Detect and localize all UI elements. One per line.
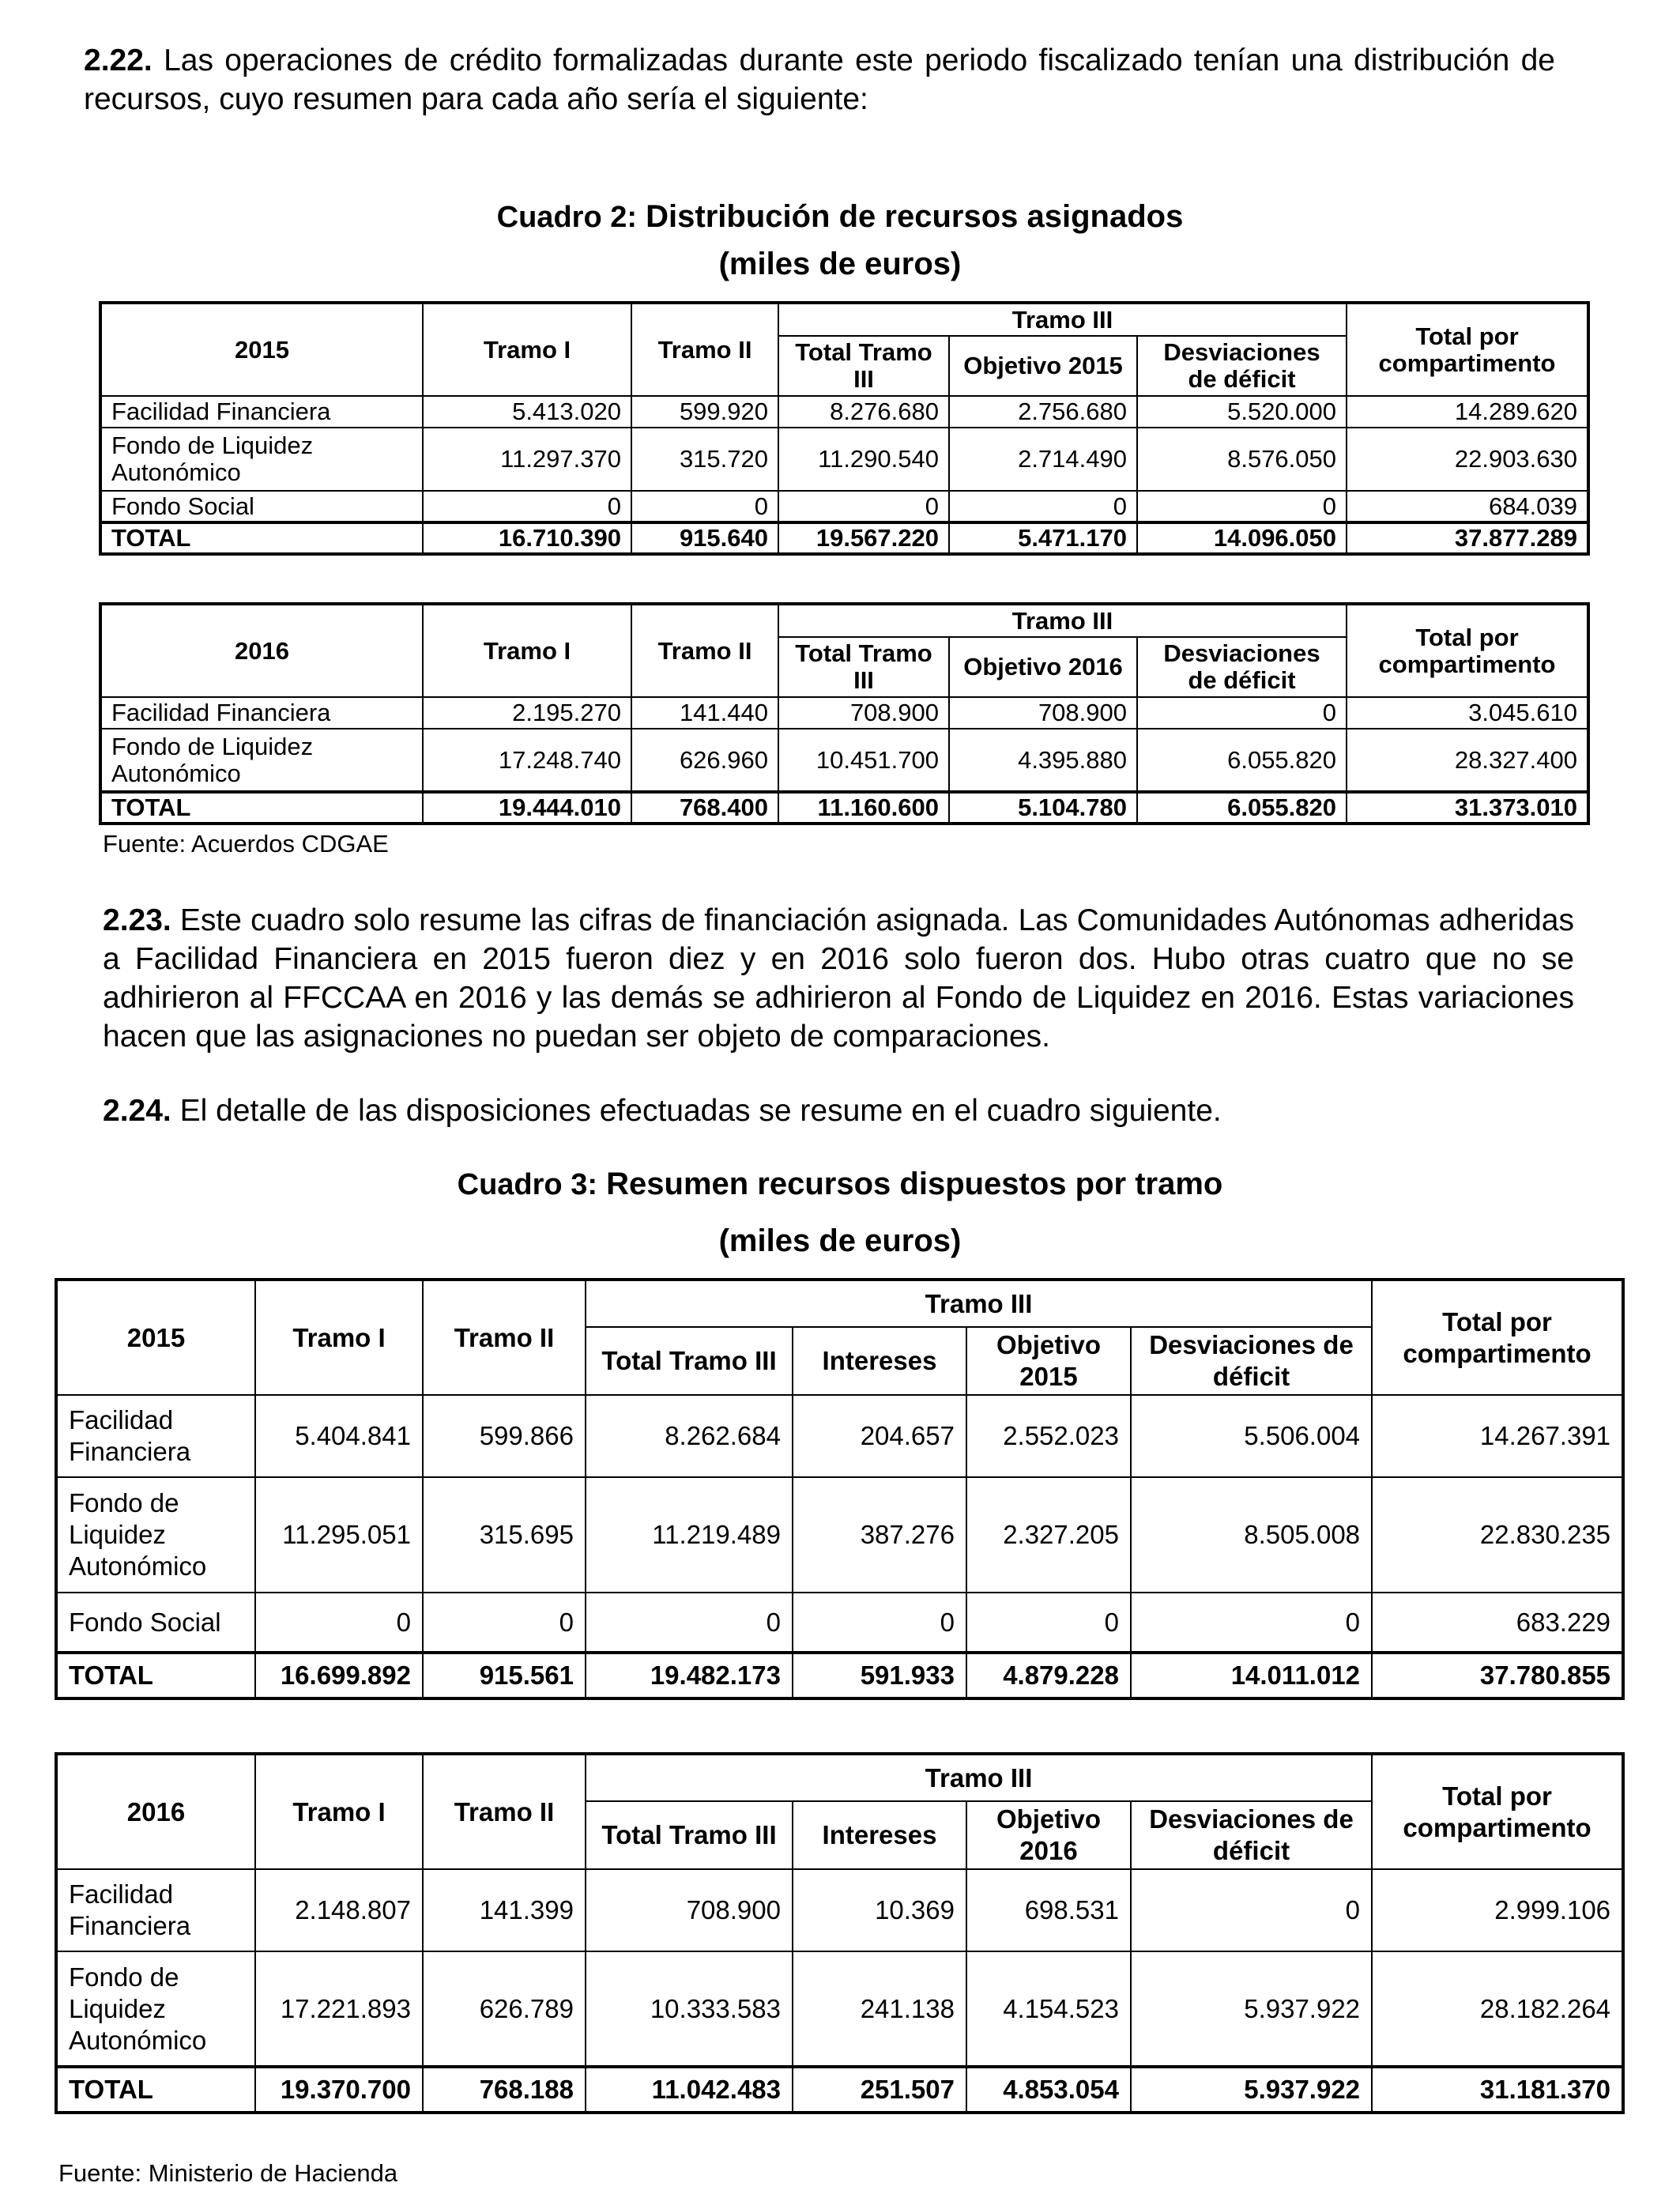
header-tramo-1: Tramo I <box>255 1280 423 1395</box>
cell-value: 16.710.390 <box>423 522 631 554</box>
cell-value: 14.289.620 <box>1347 396 1588 428</box>
cell-value: 2.195.270 <box>423 697 631 729</box>
cell-value: 11.297.370 <box>423 428 631 491</box>
table-row <box>56 1395 1623 1477</box>
cell-value: 708.900 <box>586 1869 793 1951</box>
cell-value: 0 <box>255 1593 423 1653</box>
cell-value: 708.900 <box>949 697 1137 729</box>
cell-value: 915.561 <box>423 1653 586 1698</box>
cell-value: 5.404.841 <box>255 1395 423 1477</box>
cell-value: 5.937.922 <box>1131 2067 1372 2113</box>
row-label: Fondo de Liquidez Autonómico <box>56 1477 255 1593</box>
cell-value: 0 <box>423 1593 586 1653</box>
cell-value: 28.327.400 <box>1347 729 1588 792</box>
table-total-row <box>56 2067 1623 2113</box>
cell-value: 684.039 <box>1347 491 1588 522</box>
row-label: Fondo de Liquidez Autonómico <box>56 1951 255 2067</box>
cell-value: 8.505.008 <box>1131 1477 1372 1593</box>
cell-value: 14.011.012 <box>1131 1653 1372 1698</box>
cell-value: 4.853.054 <box>966 2067 1131 2113</box>
table-row <box>100 428 1588 491</box>
table-row <box>56 1593 1623 1653</box>
cell-value: 708.900 <box>778 697 949 729</box>
cell-value: 11.160.600 <box>778 792 949 824</box>
header-year: 2015 <box>56 1280 255 1395</box>
cuadro-title-text: Distribución de recursos asignados <box>646 199 1184 234</box>
cell-value: 0 <box>631 491 778 522</box>
row-label: Fondo Social <box>100 491 423 522</box>
header-tramo-3: Tramo III <box>778 303 1347 336</box>
cell-value: 5.506.004 <box>1131 1395 1372 1477</box>
cell-value: 8.262.684 <box>586 1395 793 1477</box>
cell-value: 11.219.489 <box>586 1477 793 1593</box>
cell-value: 683.229 <box>1372 1593 1623 1653</box>
header-total-tramo-3: Total Tramo III <box>778 336 949 396</box>
cell-value: 251.507 <box>793 2067 966 2113</box>
cell-value: 141.399 <box>423 1869 586 1951</box>
row-label: Facilidad Financiera <box>100 697 423 729</box>
cuadro-3-title <box>0 1160 1680 1208</box>
header-total-compartimento: Total por compartimento <box>1347 604 1588 697</box>
header-desviaciones: Desviaciones de déficit <box>1137 637 1347 697</box>
cell-value: 17.248.740 <box>423 729 631 792</box>
paragraph-2-22 <box>84 41 1555 119</box>
cell-value: 17.221.893 <box>255 1951 423 2067</box>
cuadro-2-units: (miles de euros) <box>718 247 962 281</box>
cell-value: 19.482.173 <box>586 1653 793 1698</box>
header-tramo-2: Tramo II <box>631 604 778 697</box>
cell-value: 5.413.020 <box>423 396 631 428</box>
cell-value: 8.276.680 <box>778 396 949 428</box>
header-tramo-1: Tramo I <box>255 1754 423 1869</box>
header-total-compartimento: Total por compartimento <box>1372 1754 1623 1869</box>
header-tramo-1: Tramo I <box>423 303 631 396</box>
cell-value: 599.866 <box>423 1395 586 1477</box>
row-label: Fondo Social <box>56 1593 255 1653</box>
header-total-compartimento: Total por compartimento <box>1347 303 1588 396</box>
cell-value: 11.290.540 <box>778 428 949 491</box>
cell-value: 0 <box>1137 697 1347 729</box>
header-intereses: Intereses <box>793 1801 966 1869</box>
cell-value: 37.780.855 <box>1372 1653 1623 1698</box>
table-row <box>100 396 1588 428</box>
paragraph-2-23 <box>103 901 1574 1056</box>
row-label: Fondo de Liquidez Autonómico <box>100 729 423 792</box>
cell-value: 5.104.780 <box>949 792 1137 824</box>
cuadro-3-table-2015 <box>55 1278 1625 1700</box>
paragraph-number: 2.24. <box>103 1094 171 1128</box>
cell-value: 14.096.050 <box>1137 522 1347 554</box>
header-year: 2015 <box>100 303 423 396</box>
header-total-tramo-3: Total Tramo III <box>778 637 949 697</box>
paragraph-number: 2.22. <box>84 43 153 77</box>
cell-value: 2.552.023 <box>966 1395 1131 1477</box>
cell-value: 19.567.220 <box>778 522 949 554</box>
cuadro-title-text: Resumen recursos dispuestos por tramo <box>606 1167 1223 1201</box>
cell-value: 626.960 <box>631 729 778 792</box>
cell-value: 22.830.235 <box>1372 1477 1623 1593</box>
cell-value: 16.699.892 <box>255 1653 423 1698</box>
paragraph-text: Las operaciones de crédito formalizadas durante este periodo fiscalizado tenían una distribución de recursos, cuyo resumen para cada año sería el siguiente: <box>84 43 1555 116</box>
cuadro-3-units: (miles de euros) <box>718 1223 962 1258</box>
paragraph-text: Este cuadro solo resume las cifras de financiación asignada. Las Comunidades Autónomas adheridas a Facilidad Financiera en 2015 fueron diez y en 2016 solo fueron dos. Hubo otras cuatro que no se adhirieron al FFCCAA en 2016 y las demás se adhirieron al Fondo de Liquidez en 2016. Estas variaciones hacen que las asignaciones no puedan ser objeto de comparaciones. <box>103 903 1574 1054</box>
row-label: Facilidad Financiera <box>56 1869 255 1951</box>
header-intereses: Intereses <box>793 1327 966 1395</box>
header-objetivo: Objetivo 2016 <box>966 1801 1131 1869</box>
header-tramo-3: Tramo III <box>586 1280 1372 1327</box>
table-row <box>56 1869 1623 1951</box>
cell-value: 768.400 <box>631 792 778 824</box>
paragraph-number: 2.23. <box>103 903 171 937</box>
cell-value: 0 <box>1131 1593 1372 1653</box>
cell-value: 19.444.010 <box>423 792 631 824</box>
cell-value: 8.576.050 <box>1137 428 1347 491</box>
cell-value: 0 <box>1137 491 1347 522</box>
cell-value: 0 <box>778 491 949 522</box>
cuadro-2-title <box>0 193 1680 241</box>
cell-value: 599.920 <box>631 396 778 428</box>
header-tramo-3: Tramo III <box>586 1754 1372 1801</box>
cuadro-3-source: Fuente: Ministerio de Hacienda <box>58 2159 398 2187</box>
table-row <box>56 1477 1623 1593</box>
paragraph-2-24 <box>103 1091 1574 1130</box>
row-label: Facilidad Financiera <box>100 396 423 428</box>
cell-value: 2.999.106 <box>1372 1869 1623 1951</box>
header-tramo-2: Tramo II <box>631 303 778 396</box>
cell-value: 626.789 <box>423 1951 586 2067</box>
header-desviaciones: Desviaciones de déficit <box>1131 1327 1372 1395</box>
cell-value: 31.181.370 <box>1372 2067 1623 2113</box>
cell-value: 10.451.700 <box>778 729 949 792</box>
cell-value: 31.373.010 <box>1347 792 1588 824</box>
cell-value: 2.756.680 <box>949 396 1137 428</box>
header-total-tramo-3: Total Tramo III <box>586 1801 793 1869</box>
cuadro-3-table-2016 <box>55 1752 1625 2114</box>
cell-value: 0 <box>949 491 1137 522</box>
header-tramo-3: Tramo III <box>778 604 1347 637</box>
cell-value: 387.276 <box>793 1477 966 1593</box>
cell-value: 204.657 <box>793 1395 966 1477</box>
table-total-row <box>100 792 1588 824</box>
header-total-compartimento: Total por compartimento <box>1372 1280 1623 1395</box>
header-desviaciones: Desviaciones de déficit <box>1131 1801 1372 1869</box>
cell-value: 241.138 <box>793 1951 966 2067</box>
cell-value: 0 <box>966 1593 1131 1653</box>
cell-value: 0 <box>1131 1869 1372 1951</box>
cuadro-2-table-2015 <box>99 301 1590 556</box>
cell-value: 11.295.051 <box>255 1477 423 1593</box>
cell-value: 14.267.391 <box>1372 1395 1623 1477</box>
cell-value: 19.370.700 <box>255 2067 423 2113</box>
cell-value: 2.148.807 <box>255 1869 423 1951</box>
row-label: Facilidad Financiera <box>56 1395 255 1477</box>
cell-value: 0 <box>423 491 631 522</box>
cell-value: 0 <box>586 1593 793 1653</box>
header-total-tramo-3: Total Tramo III <box>586 1327 793 1395</box>
header-objetivo: Objetivo 2015 <box>966 1327 1131 1395</box>
header-year: 2016 <box>56 1754 255 1869</box>
table-total-row <box>100 522 1588 554</box>
row-label: Fondo de Liquidez Autonómico <box>100 428 423 491</box>
cell-value: 2.714.490 <box>949 428 1137 491</box>
cell-value: 141.440 <box>631 697 778 729</box>
cell-value: 0 <box>793 1593 966 1653</box>
cell-value: 5.937.922 <box>1131 1951 1372 2067</box>
cell-value: 37.877.289 <box>1347 522 1588 554</box>
cuadro-2-table-2016 <box>99 602 1590 825</box>
cell-value: 10.369 <box>793 1869 966 1951</box>
cell-value: 6.055.820 <box>1137 729 1347 792</box>
row-label: TOTAL <box>100 792 423 824</box>
cell-value: 915.640 <box>631 522 778 554</box>
cell-value: 28.182.264 <box>1372 1951 1623 2067</box>
cell-value: 768.188 <box>423 2067 586 2113</box>
cell-value: 315.720 <box>631 428 778 491</box>
cell-value: 3.045.610 <box>1347 697 1588 729</box>
header-tramo-2: Tramo II <box>423 1754 586 1869</box>
cuadro-2-source: Fuente: Acuerdos CDGAE <box>103 830 389 858</box>
table-row <box>100 491 1588 522</box>
table-row <box>56 1951 1623 2067</box>
cell-value: 2.327.205 <box>966 1477 1131 1593</box>
row-label: TOTAL <box>56 2067 255 2113</box>
cell-value: 5.471.170 <box>949 522 1137 554</box>
row-label: TOTAL <box>56 1653 255 1698</box>
header-year: 2016 <box>100 604 423 697</box>
cell-value: 6.055.820 <box>1137 792 1347 824</box>
cell-value: 22.903.630 <box>1347 428 1588 491</box>
cuadro-label: Cuadro 2: <box>496 201 638 234</box>
table-row <box>100 729 1588 792</box>
paragraph-text: El detalle de las disposiciones efectuadas se resume en el cuadro siguiente. <box>179 1094 1222 1128</box>
table-total-row <box>56 1653 1623 1698</box>
cell-value: 591.933 <box>793 1653 966 1698</box>
header-tramo-2: Tramo II <box>423 1280 586 1395</box>
header-desviaciones: Desviaciones de déficit <box>1137 336 1347 396</box>
cell-value: 315.695 <box>423 1477 586 1593</box>
cell-value: 10.333.583 <box>586 1951 793 2067</box>
header-objetivo: Objetivo 2016 <box>949 637 1137 697</box>
cell-value: 4.879.228 <box>966 1653 1131 1698</box>
header-tramo-1: Tramo I <box>423 604 631 697</box>
cell-value: 698.531 <box>966 1869 1131 1951</box>
cell-value: 4.154.523 <box>966 1951 1131 2067</box>
table-row <box>100 697 1588 729</box>
cell-value: 11.042.483 <box>586 2067 793 2113</box>
cell-value: 5.520.000 <box>1137 396 1347 428</box>
header-objetivo: Objetivo 2015 <box>949 336 1137 396</box>
cell-value: 4.395.880 <box>949 729 1137 792</box>
cuadro-label: Cuadro 3: <box>457 1168 597 1201</box>
row-label: TOTAL <box>100 522 423 554</box>
